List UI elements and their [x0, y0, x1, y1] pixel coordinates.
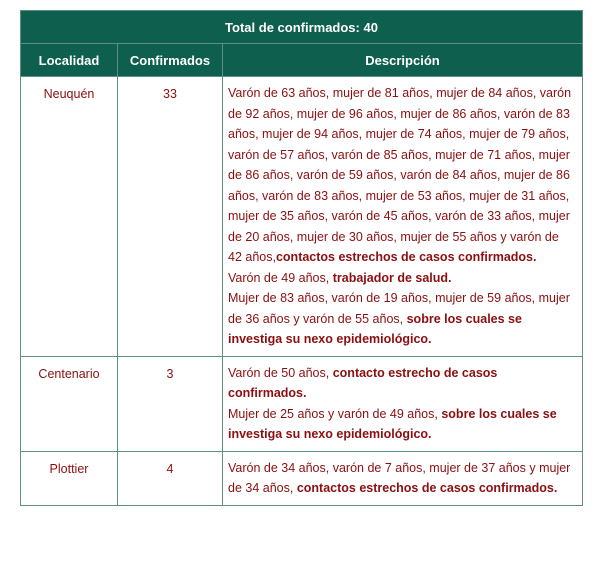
description-text: Varón de 63 años, mujer de 81 años, mujer de 84 años, varón de 92 años, mujer de 96 años, mujer de 86 años, varón de 83 años, mujer de 94 años, mujer de 74 años, mujer de 79 años, varón de 57 años, varón de 85 años, mujer de 71 años, mujer de 86 años, varón de 59 años, varón de 84 años, mujer de 86 años, varón de 83 años, mujer de 53 años, mujer de 31 años, mujer de 35 años, varón de 45 años, varón de 33 años, mujer de 20 años, mujer de 30 años, mujer de 55 años y varón de 42 años,: [228, 86, 572, 264]
cell-localidad: Neuquén: [21, 77, 118, 357]
description-bold: sobre los cuales se investiga su nexo epidemiológico.: [228, 311, 522, 346]
cell-descripcion: [223, 77, 583, 357]
description-text: Varón de 49 años,: [228, 270, 333, 285]
table-row: [21, 451, 583, 505]
description-bold: contacto estrecho de casos confirmados.: [228, 365, 498, 400]
description-text: Mujer de 25 años y varón de 49 años,: [228, 406, 442, 421]
header-descripcion: Descripción: [223, 44, 583, 77]
description-bold: contactos estrechos de casos confirmados.: [275, 250, 537, 264]
description-text: Varón de 50 años,: [228, 365, 333, 380]
cell-confirmados: 3: [118, 356, 223, 451]
cases-table-container: [20, 10, 582, 506]
cell-descripcion: [223, 356, 583, 451]
cell-localidad: Plottier: [21, 451, 118, 505]
header-localidad: Localidad: [21, 44, 118, 77]
table-row: [21, 356, 583, 451]
description-text: Varón de 34 años, varón de 7 años, mujer de 37 años y mujer de 34 años,: [228, 460, 571, 495]
table-row: [21, 77, 583, 357]
description-line: [228, 404, 576, 445]
header-confirmados: Confirmados: [118, 44, 223, 77]
description-bold: sobre los cuales se investiga su nexo epidemiológico.: [228, 406, 557, 441]
description-line: [228, 268, 576, 289]
description-text: Mujer de 83 años, varón de 19 años, mujer de 59 años, mujer de 36 años y varón de 55 años,: [228, 291, 570, 326]
cell-localidad: Centenario: [21, 356, 118, 451]
table-title: Total de confirmados: 40: [21, 11, 583, 44]
cell-descripcion: [223, 451, 583, 505]
description-bold: contactos estrechos de casos confirmados.: [296, 481, 558, 495]
cell-confirmados: 33: [118, 77, 223, 357]
cases-table: [20, 10, 583, 506]
description-line: [228, 83, 576, 268]
description-line: [228, 363, 576, 404]
description-line: [228, 288, 576, 350]
description-line: [228, 458, 576, 499]
cell-confirmados: 4: [118, 451, 223, 505]
description-bold: trabajador de salud.: [332, 270, 452, 285]
